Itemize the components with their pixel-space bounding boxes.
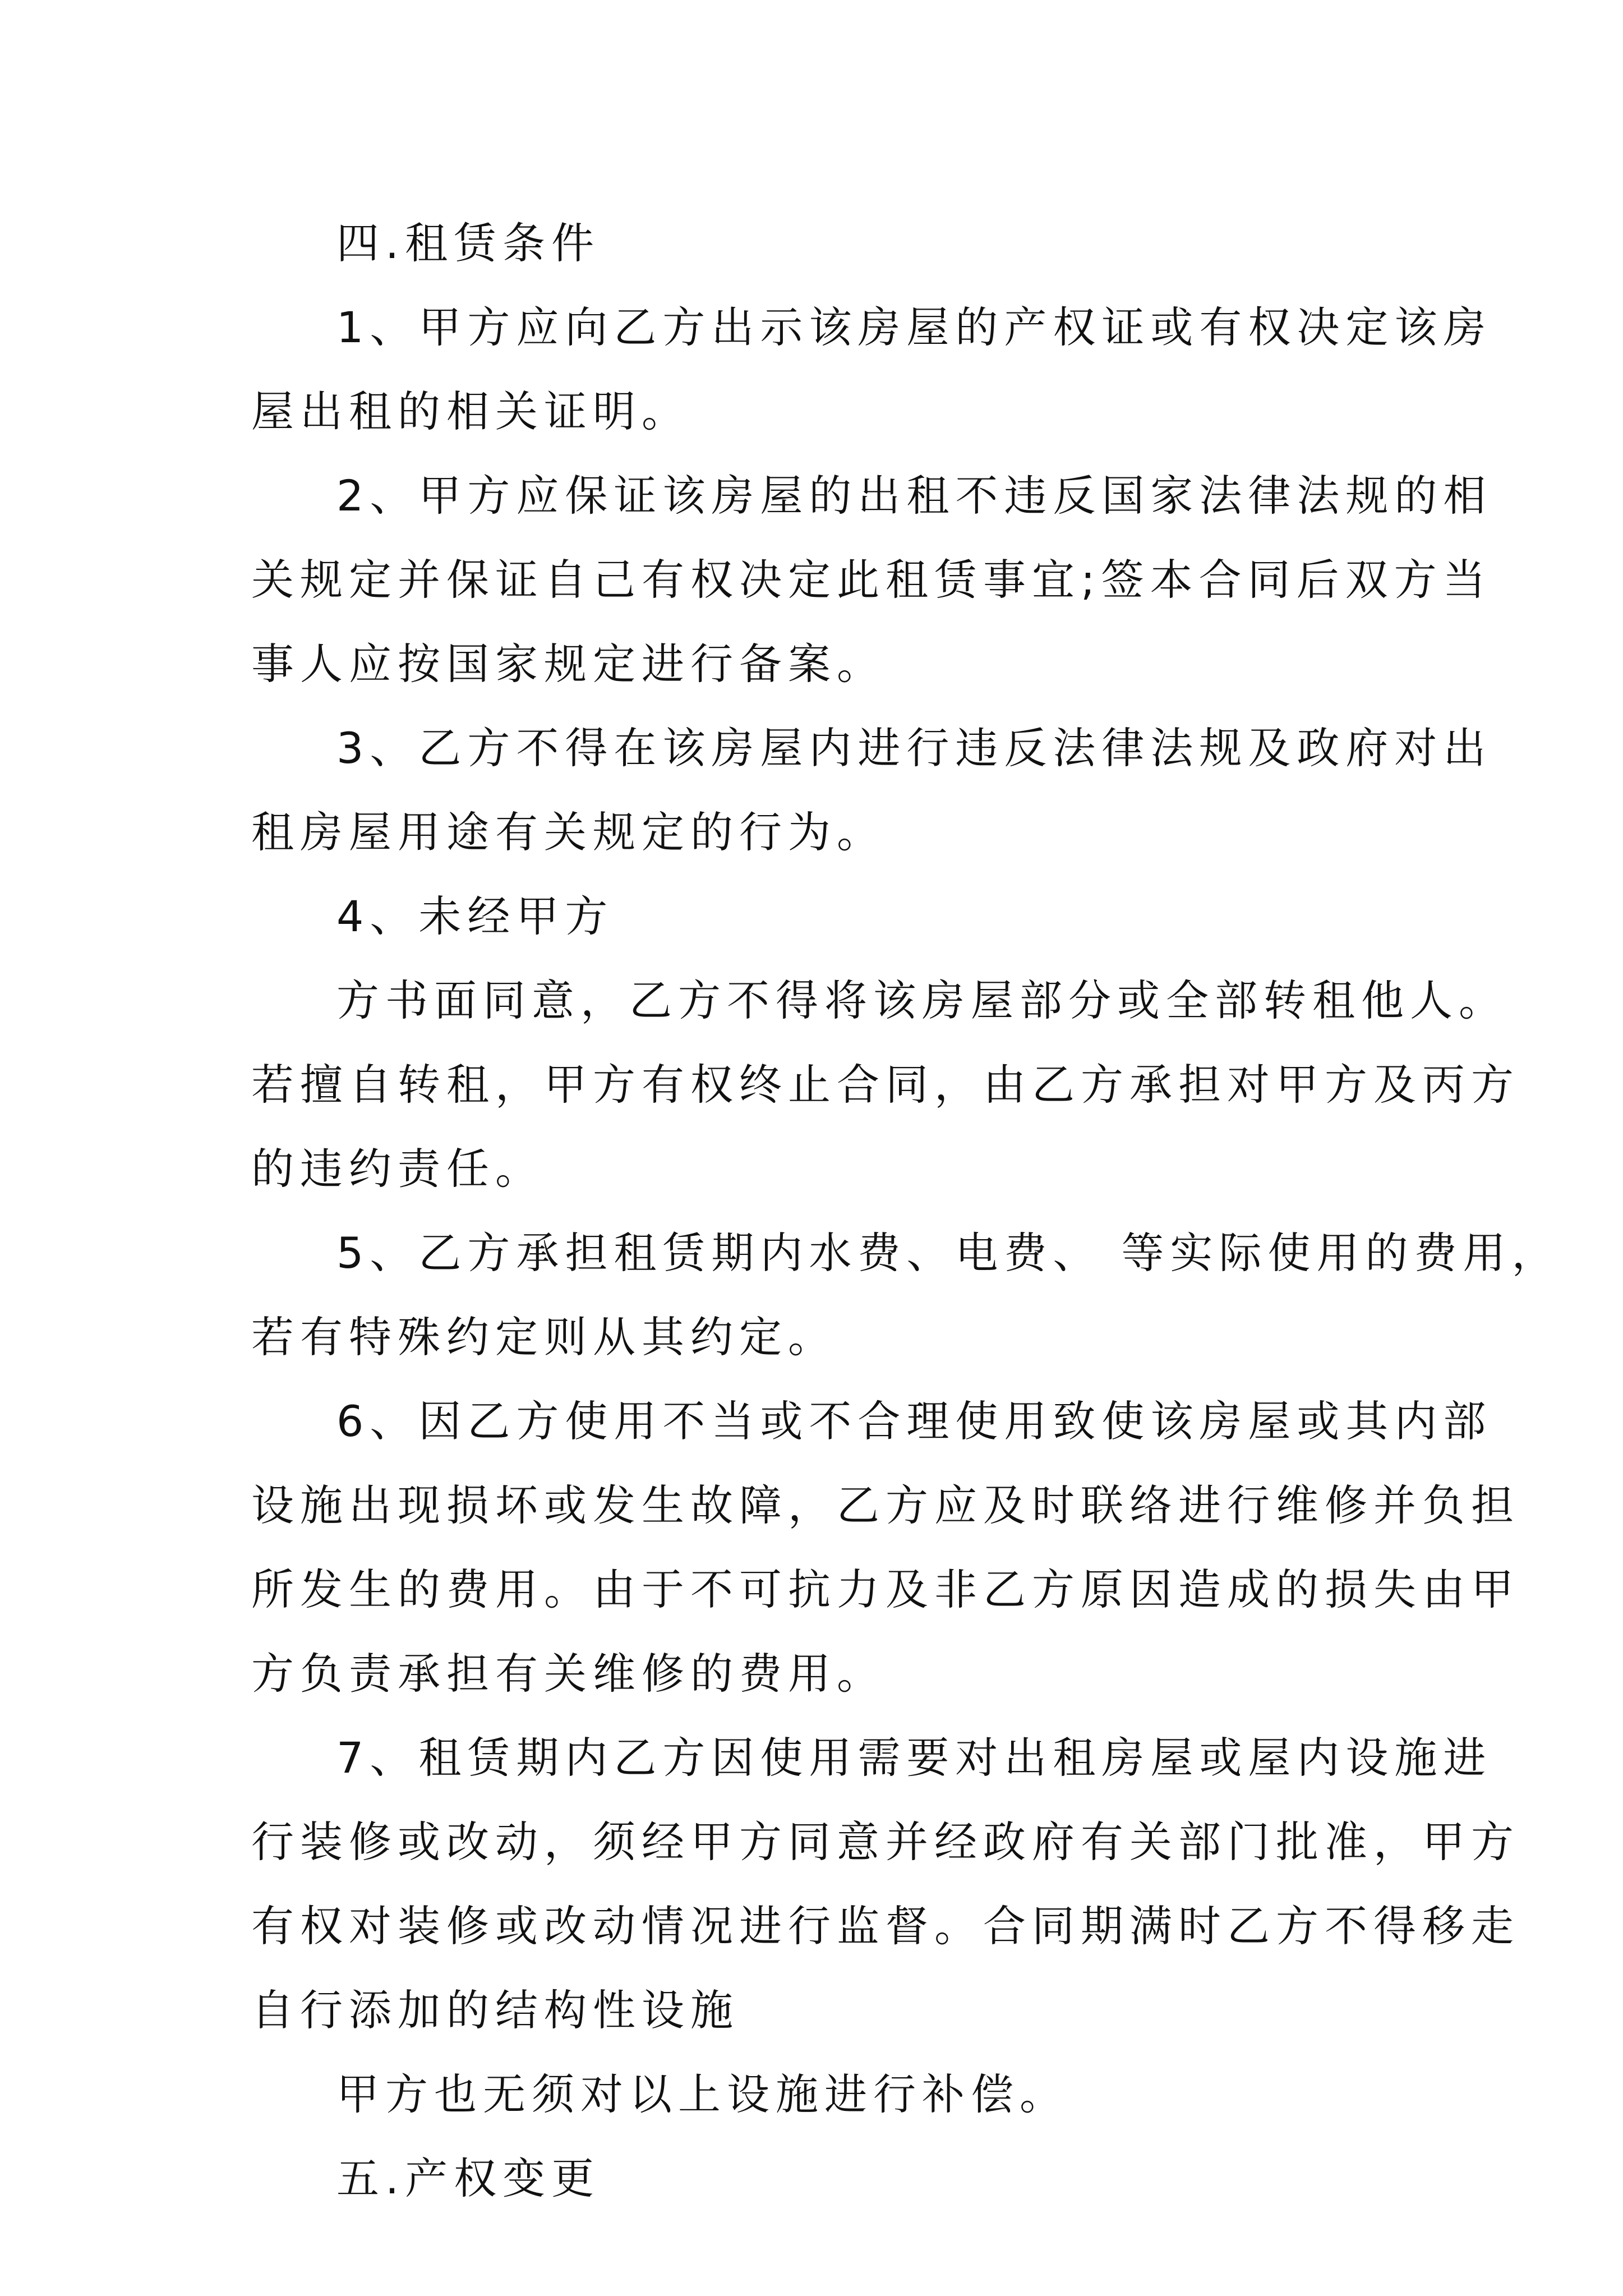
clause-1-line-2: 屋出租的相关证明。 xyxy=(251,386,690,436)
clause-3-line-1: 3、乙方不得在该房屋内进行违反法律法规及政府对出 xyxy=(336,723,1492,773)
clause-6-line-4: 方负责承担有关维修的费用。 xyxy=(251,1649,886,1699)
section-heading-property-change: 五.产权变更 xyxy=(336,2154,601,2203)
clause-5-line-1: 5、乙方承担租赁期内水费、电费、 等实际使用的费用， xyxy=(336,1228,1561,1278)
clause-7-line-4: 自行添加的结构性设施 xyxy=(251,1985,739,2035)
clause-4-line-4: 的违约责任。 xyxy=(251,1144,544,1194)
clause-2-line-1: 2、甲方应保证该房屋的出租不违反国家法律法规的相 xyxy=(336,471,1492,521)
clause-2-line-2: 关规定并保证自己有权决定此租赁事宜;签本合同后双方当 xyxy=(251,555,1492,605)
clause-5-line-2: 若有特殊约定则从其约定。 xyxy=(251,1312,837,1362)
clause-6-line-2: 设施出现损坏或发生故障，乙方应及时联络进行维修并负担 xyxy=(251,1480,1520,1530)
clause-1-line-1: 1、甲方应向乙方出示该房屋的产权证或有权决定该房 xyxy=(336,302,1492,352)
clause-7-line-1: 7、租赁期内乙方因使用需要对出租房屋或屋内设施进 xyxy=(336,1733,1492,1783)
clause-4-line-2: 方书面同意，乙方不得将该房屋部分或全部转租他人。 xyxy=(336,976,1507,1025)
clause-2-line-3: 事人应按国家规定进行备案。 xyxy=(251,639,886,689)
clause-6-line-1: 6、因乙方使用不当或不合理使用致使该房屋或其内部 xyxy=(336,1396,1492,1446)
clause-6-line-3: 所发生的费用。由于不可抗力及非乙方原因造成的损失由甲 xyxy=(251,1565,1520,1614)
clause-4-line-3: 若擅自转租，甲方有权终止合同，由乙方承担对甲方及丙方 xyxy=(251,1060,1520,1110)
clause-7-continuation: 甲方也无须对以上设施进行补偿。 xyxy=(336,2069,1068,2119)
clause-7-line-2: 行装修或改动，须经甲方同意并经政府有关部门批准，甲方 xyxy=(251,1817,1520,1867)
clause-4-line-1: 4、未经甲方 xyxy=(336,891,614,941)
clause-7-line-3: 有权对装修或改动情况进行监督。合同期满时乙方不得移走 xyxy=(251,1901,1520,1951)
section-heading-lease-conditions: 四.租赁条件 xyxy=(336,218,601,268)
clause-3-line-2: 租房屋用途有关规定的行为。 xyxy=(251,807,886,857)
